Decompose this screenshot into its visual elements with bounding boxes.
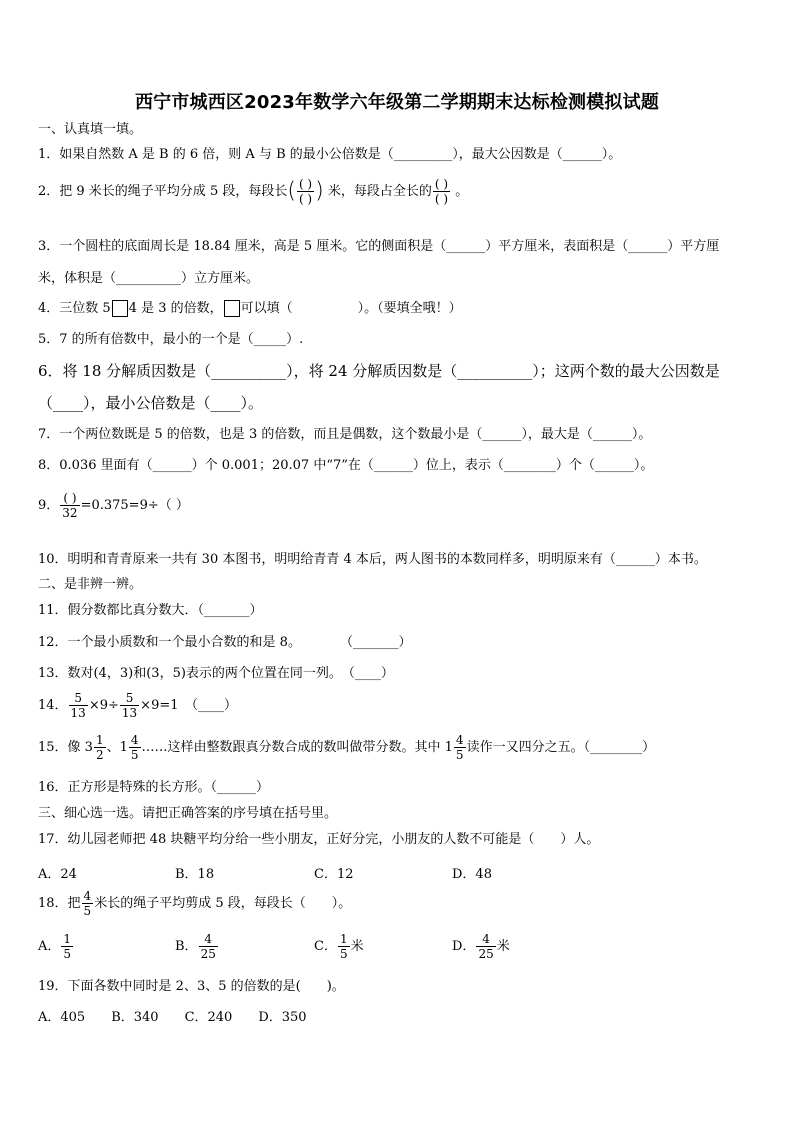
fraction-numerator: 5: [69, 692, 88, 706]
question-15-part-d: 读作一又四分之五。（________）: [466, 740, 656, 755]
q18-option-d: [452, 933, 510, 960]
q18-option-a: [38, 933, 74, 960]
question-11: 11．假分数都比真分数大．（_______）: [38, 603, 263, 618]
q15-fraction-2: [129, 734, 141, 761]
fraction-denominator: 5: [455, 748, 464, 762]
q17-option-d: D．48: [452, 867, 492, 882]
fraction-denominator: 5: [83, 904, 92, 918]
question-9-label: 9．: [38, 498, 60, 513]
paren-open: (: [287, 178, 296, 204]
option-fraction: [199, 933, 218, 960]
fraction-numerator: 1: [339, 932, 348, 946]
option-label: D．: [452, 939, 476, 954]
page-title: 西宁市城西区2023年数学六年级第二学期期末达标检测模拟试题: [134, 92, 660, 113]
option-fraction: [338, 933, 350, 960]
section-heading-3: 三、细心选一选。请把正确答案的序号填在括号里。: [38, 806, 338, 821]
blank-fraction: [297, 178, 314, 205]
question-9: [38, 492, 189, 519]
question-4: [38, 300, 462, 318]
question-3-line-1: 3．一个圆柱的底面周长是 18.84 厘米，高是 5 厘米。它的侧面积是（______）平方厘米，表面积是（______）平方厘: [38, 239, 720, 254]
fraction-denominator: 25: [478, 947, 494, 961]
fraction-denominator: 5: [339, 947, 348, 961]
question-4-part-a: 4．三位数 5: [38, 301, 111, 316]
option-label: C．: [314, 939, 337, 954]
section-heading-2: 二、是非辨一辨。: [38, 577, 143, 592]
option-label: B．: [175, 939, 198, 954]
fraction-denominator: 2: [95, 748, 104, 762]
q18-option-c: [314, 933, 364, 960]
question-13: 13．数对(4，3)和(3，5)表示的两个位置在同一列。 （____）: [38, 666, 394, 681]
fraction-denominator: 5: [130, 748, 139, 762]
paren-close: ): [315, 178, 324, 204]
q17-option-a: A．24: [38, 867, 77, 882]
question-15-part-a: 15．像 3: [38, 740, 93, 755]
q9-fraction: [60, 492, 79, 519]
question-5: 5．7 的所有倍数中，最小的一个是（_____）.: [38, 332, 304, 347]
option-unit: 米: [496, 939, 510, 954]
q17-option-c: C．12: [314, 867, 354, 882]
question-14-op1: ×9÷: [88, 698, 119, 713]
q14-fraction-2: [120, 692, 139, 719]
fraction-denominator: 13: [121, 706, 138, 720]
question-4-part-c: 可以填（ ）。（要填全哦！）: [240, 301, 462, 316]
fraction-numerator: ( ): [298, 177, 313, 191]
question-2-part-c: 。: [455, 184, 469, 199]
question-18-part-a: 18．把: [38, 896, 81, 911]
fraction-denominator: 5: [63, 947, 72, 961]
question-16: 16．正方形是特殊的长方形。（______）: [38, 780, 270, 795]
question-6-line-2: （____），最小公倍数是（____）。: [38, 394, 264, 412]
question-12: 12．一个最小质数和一个最小合数的和是 8。 （_______）: [38, 635, 412, 650]
question-19: 19．下面各数中同时是 2、3、5 的倍数的是( )。: [38, 979, 345, 994]
fraction-numerator: 4: [455, 733, 464, 747]
option-label: A．: [38, 939, 61, 954]
question-14: [38, 692, 237, 719]
fraction-denominator: ( ): [434, 192, 449, 206]
fraction-numerator: ( ): [60, 492, 79, 506]
question-15-part-c: ……这样由整数跟真分数合成的数叫做带分数。其中 1: [141, 740, 453, 755]
option-fraction: [476, 933, 495, 960]
fraction-numerator: 4: [476, 933, 495, 947]
question-10: 10．明明和青青原来一共有 30 本图书，明明给青青 4 本后，两人图书的本数同样多，明明原来有（______）本书。: [38, 552, 707, 567]
fraction-denominator: 32: [62, 506, 78, 520]
fraction-numerator: ( ): [434, 177, 449, 191]
q19-options: A．405 B．340 C．240 D．350: [38, 1010, 307, 1025]
option-unit: 米: [350, 939, 364, 954]
option-fraction: [61, 933, 73, 960]
fraction-denominator: 25: [200, 947, 216, 961]
question-4-part-b: 4 是 3 的倍数，: [128, 301, 223, 316]
fraction-numerator: 5: [120, 692, 139, 706]
q18-fraction: [82, 890, 94, 917]
fraction-denominator: 13: [70, 706, 86, 720]
question-17: 17．幼儿园老师把 48 块糖平均分给一些小朋友，正好分完，小朋友的人数不可能是（ ）人。: [38, 832, 600, 847]
question-3-line-2: 米，体积是（__________）立方厘米。: [38, 271, 260, 286]
fraction-numerator: 1: [95, 733, 104, 747]
question-8: 8．0.036 里面有（______）个 0.001；20.07 中“7”在（______）位上，表示（________）个（______）。: [38, 458, 654, 473]
question-7: 7．一个两位数既是 5 的倍数，也是 3 的倍数，而且是偶数，这个数最小是（______），最大是（______）。: [38, 427, 652, 442]
fraction-numerator: 4: [83, 889, 92, 903]
question-15-part-b: 、1: [106, 740, 128, 755]
question-2: [38, 178, 468, 205]
question-2-part-a: 2．把 9 米长的绳子平均分成 5 段，每段长: [38, 184, 288, 199]
question-18: [38, 890, 351, 917]
blank-fraction: [433, 178, 450, 205]
question-2-part-b: 米，每段占全长的: [327, 184, 432, 199]
q17-option-b: B．18: [175, 867, 215, 882]
fraction-numerator: 4: [199, 933, 218, 947]
question-9-rest: =0.375=9÷（ ）: [80, 498, 189, 513]
digit-box: [224, 300, 240, 317]
question-1: 1．如果自然数 A 是 B 的 6 倍，则 A 与 B 的最小公倍数是（_________），最大公因数是（______）。: [38, 147, 622, 162]
question-15: [38, 734, 655, 761]
question-6-line-1: 6．将 18 分解质因数是（__________），将 24 分解质因数是（__________）；这两个数的最大公因数是: [38, 362, 720, 380]
digit-box: [112, 300, 128, 317]
section-heading-1: 一、认真填一填。: [38, 122, 143, 137]
q15-fraction-1: [94, 734, 106, 761]
fraction-numerator: 4: [130, 733, 139, 747]
q15-fraction-3: [454, 734, 466, 761]
question-14-op2: ×9=1 （____）: [140, 698, 237, 713]
fraction-denominator: ( ): [298, 192, 313, 206]
question-18-part-b: 米长的绳子平均剪成 5 段，每段长（ ）。: [94, 896, 352, 911]
fraction-numerator: 1: [63, 932, 72, 946]
question-14-label: 14．: [38, 698, 68, 713]
q18-option-b: [175, 933, 219, 960]
q14-fraction-1: [69, 692, 88, 719]
